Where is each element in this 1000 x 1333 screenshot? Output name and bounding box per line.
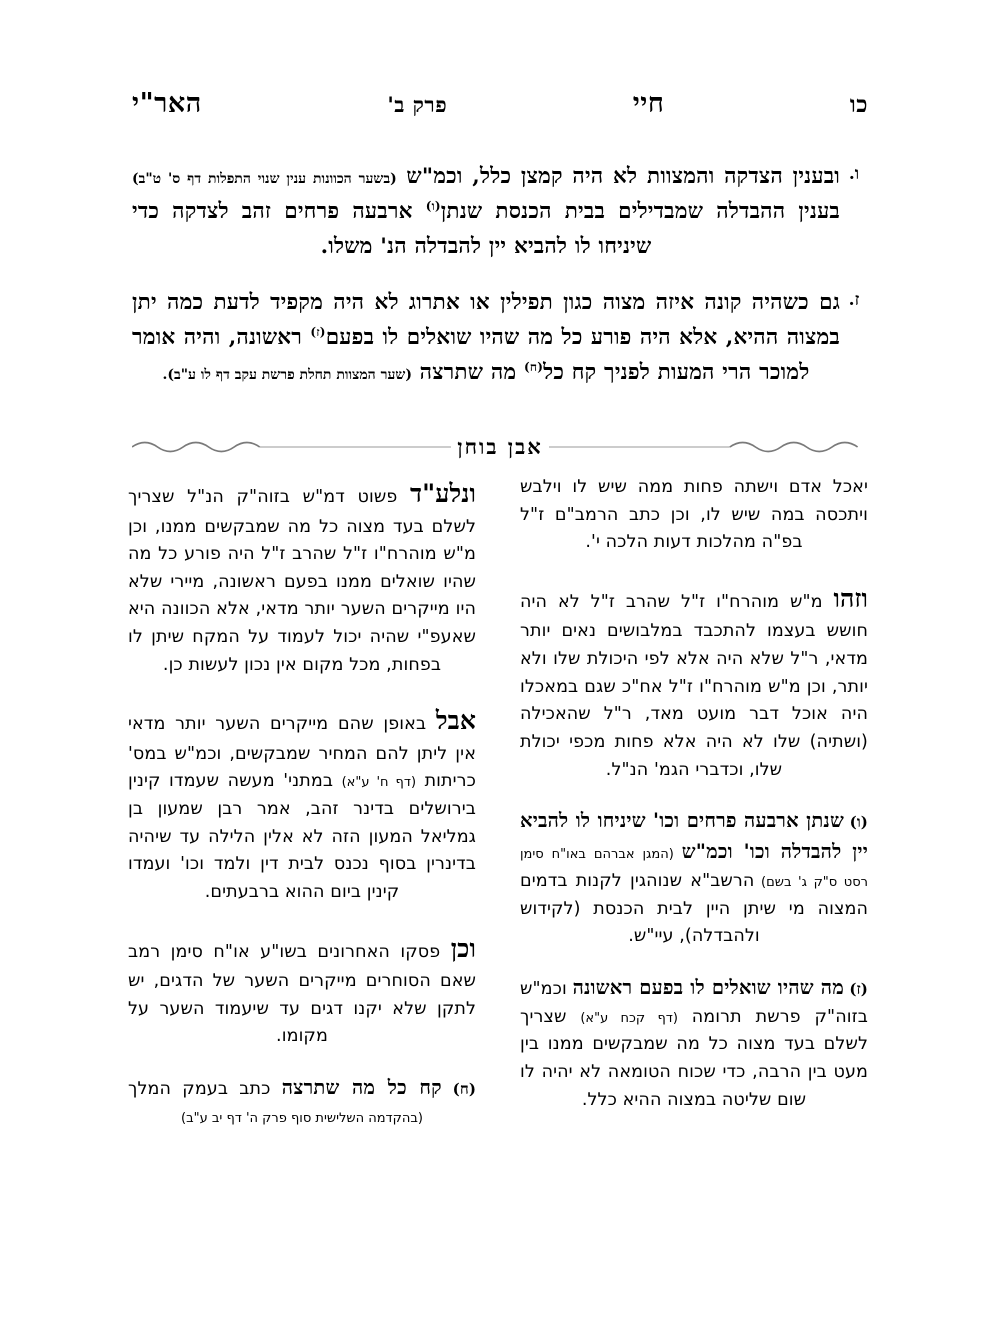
commentary-lemma: ונלע"ד [409, 479, 476, 508]
commentary-note-marker[interactable]: (ו) [843, 813, 869, 832]
commentary-note-marker[interactable]: (ז) [843, 979, 868, 998]
text-run: מ"ש מוהרח"ו ז"ל שהרב ז"ל לא היה חושש בעצמו להתכבד במלבושים נאים יותר מדאי, ר"ל שלא היה אלא לפי היכולת שלו ולא יותר, וכן מ"ש מוהרח"ו ז"ל אח"כ שגם במאכלו היה אוכל דבר מועט מאד, ר"ל שהאכילה (ושתיה) שלו לא היה אלא פחות מכפי יכולת שלו, וכדברי הגמ' הנ"ל. [520, 591, 868, 780]
commentary-column-left [128, 474, 476, 1223]
commentary-paragraph [520, 474, 868, 557]
header-book-title: חיי [632, 88, 665, 119]
commentary-paragraph [128, 474, 476, 679]
text-run: הרשב"א שנוהגין לקנות בדמים המצוה מי שיתן היין לבית הכנסת (לקידוש ולהבדלה), עיי"ש. [520, 870, 868, 947]
commentary-paragraph [128, 929, 476, 1051]
commentary-column-right [520, 474, 868, 1223]
text-run: בענין ההבדלה שמבדילים בבית הכנסת שנתן [440, 198, 840, 224]
commentary-lemma: וזהו [833, 583, 868, 613]
text-run: במתני' מעשה שעמדו קינין בירושלים בדינר זהב, אמר רבן שמעון בן גמליאל המעון הזה לא אלין הלילה עד שיהיה בדינרין בסוף נכנס לבית דין ולמד וכו' ועמדו קינין ביום ההוא ברבעתים. [128, 771, 476, 903]
source-citation: (בשער הכוונות ענין שנוי התפלות דף ס' ט"ב) [132, 171, 397, 187]
header-chapter: פרק ב' [387, 92, 448, 117]
text-run: מה שתרצה [411, 360, 525, 386]
text-run: פשוט דמ"ש בזוה"ק הנ"ל שצריך לשלם בעד מצוה כל מה שמבקשים ממנו, וכן מ"ש מוהרח"ו ז"ל שהרב ז"ל היה פורע כל מה שהיו שואלים ממנו בפעם ראשונה, מיירי שלא היו מייקרים השער יותר מדאי, אלא הכוונה היא שאעפ"י שהיה יכול לעמוד על המקח שיתן לו בפחות, מכל מקום אין נכון לעשות כן. [128, 487, 476, 675]
text-run: פסקו האחרונים בשו"ע או"ח סימן רמב שאם הסוחרים מייקרים השער של הדגים, יש לתקן שלא יקנו דגים עד שיעמוד השער על מקומו. [128, 941, 476, 1047]
main-text-block [132, 160, 868, 413]
paragraph-text [132, 160, 840, 264]
commentary-paragraph [520, 806, 868, 951]
source-citation: (שער המצוות תחלת פרשת עקב דף לו ע"ב). [162, 367, 412, 384]
commentary-lemma: וכן [450, 933, 476, 963]
commentary-lemma: שנתן ארבעה פרחים וכו' שיניחו לו להביא יין להבדלה וכו' וכמ"ש [520, 809, 869, 864]
text-run: ובענין הצדקה והמצוות לא היה קמצן כלל, וכמ"ש [396, 164, 840, 189]
section-title: אבן בוחן [457, 434, 543, 459]
paragraph-text [132, 286, 840, 390]
footnote-marker[interactable]: (ז) [310, 325, 326, 340]
commentary-paragraph [520, 579, 868, 784]
main-paragraph [132, 286, 868, 390]
text-run: כתב בעמק המלך [128, 1079, 282, 1100]
commentary-lemma: מה שהיו שואלים לו בפעם ראשונה [572, 975, 844, 999]
footnote-marker[interactable]: (ו) [425, 198, 441, 213]
divider-flourish-right [549, 436, 868, 458]
footnote-marker[interactable]: (ח) [524, 359, 544, 374]
paragraph-number: ו. [848, 164, 860, 184]
commentary-block [128, 474, 868, 1223]
paragraph-number: ז. [848, 290, 860, 311]
source-citation: (דף ח' ע"א) [341, 775, 417, 791]
text-run: ראשונה, והיה אומר למוכר הרי המעות לפניך קח כל [132, 325, 810, 386]
commentary-paragraph [520, 973, 868, 1114]
commentary-paragraph [128, 701, 476, 906]
main-paragraph [132, 160, 868, 264]
source-citation: (דף קכח ע"א) [580, 1010, 678, 1026]
running-header [132, 88, 868, 128]
text-run: יאכל אדם וישתה פחות ממה שיש לו וילבש ויתכסה במה שיש לו, וכן כתב הרמב"ם ז"ל בפ"ה מהלכות דעות הלכה י'. [520, 477, 868, 553]
commentary-lemma: אבל [435, 706, 476, 736]
header-author-title: האר"י [132, 88, 202, 119]
commentary-paragraph [128, 1073, 476, 1131]
text-run: וכמ"ש בזוה"ק פרשת תרומה [520, 978, 868, 1027]
commentary-note-marker[interactable]: (ח) [441, 1080, 477, 1099]
section-divider [132, 424, 868, 470]
source-citation: (בהקדמה השלישית סוף פרק ה' דף יב ע"ב) [181, 1110, 423, 1126]
divider-flourish-left [132, 436, 451, 458]
text-run: ארבעה פרחים זהב לצדקה כדי שיניחו לו להביא יין להבדלה הנ' משלו. [132, 198, 652, 259]
text-run: באופן שהם מייקרים השער יותר מדאי אין ליתן להם המחיר שמבקשים, וכמ"ש במס' כריתות [128, 714, 476, 792]
source-citation: (המגן אברהם באו"ח סימן רסט ס"ק ג' בשם) [520, 847, 868, 890]
header-page-number: כו [849, 91, 868, 118]
commentary-lemma: קח כל מה שתרצה [281, 1076, 442, 1100]
text-run: שצריך לשלם בעד מצוה כל מה שמבקשים ממנו בין מעט בין הרבה, כדי שכוח הטומאה לא יהיה לו שום שליטה במצוה ההיא כלל. [520, 1006, 868, 1110]
text-run: גם כשהיה קונה איזה מצוה כגון תפילין או אתרוג לא היה מקפיד לדעת כמה יתן במצוה ההיא, אלא היה פורע כל מה שהיו שואלים לו בפעם [132, 290, 840, 351]
